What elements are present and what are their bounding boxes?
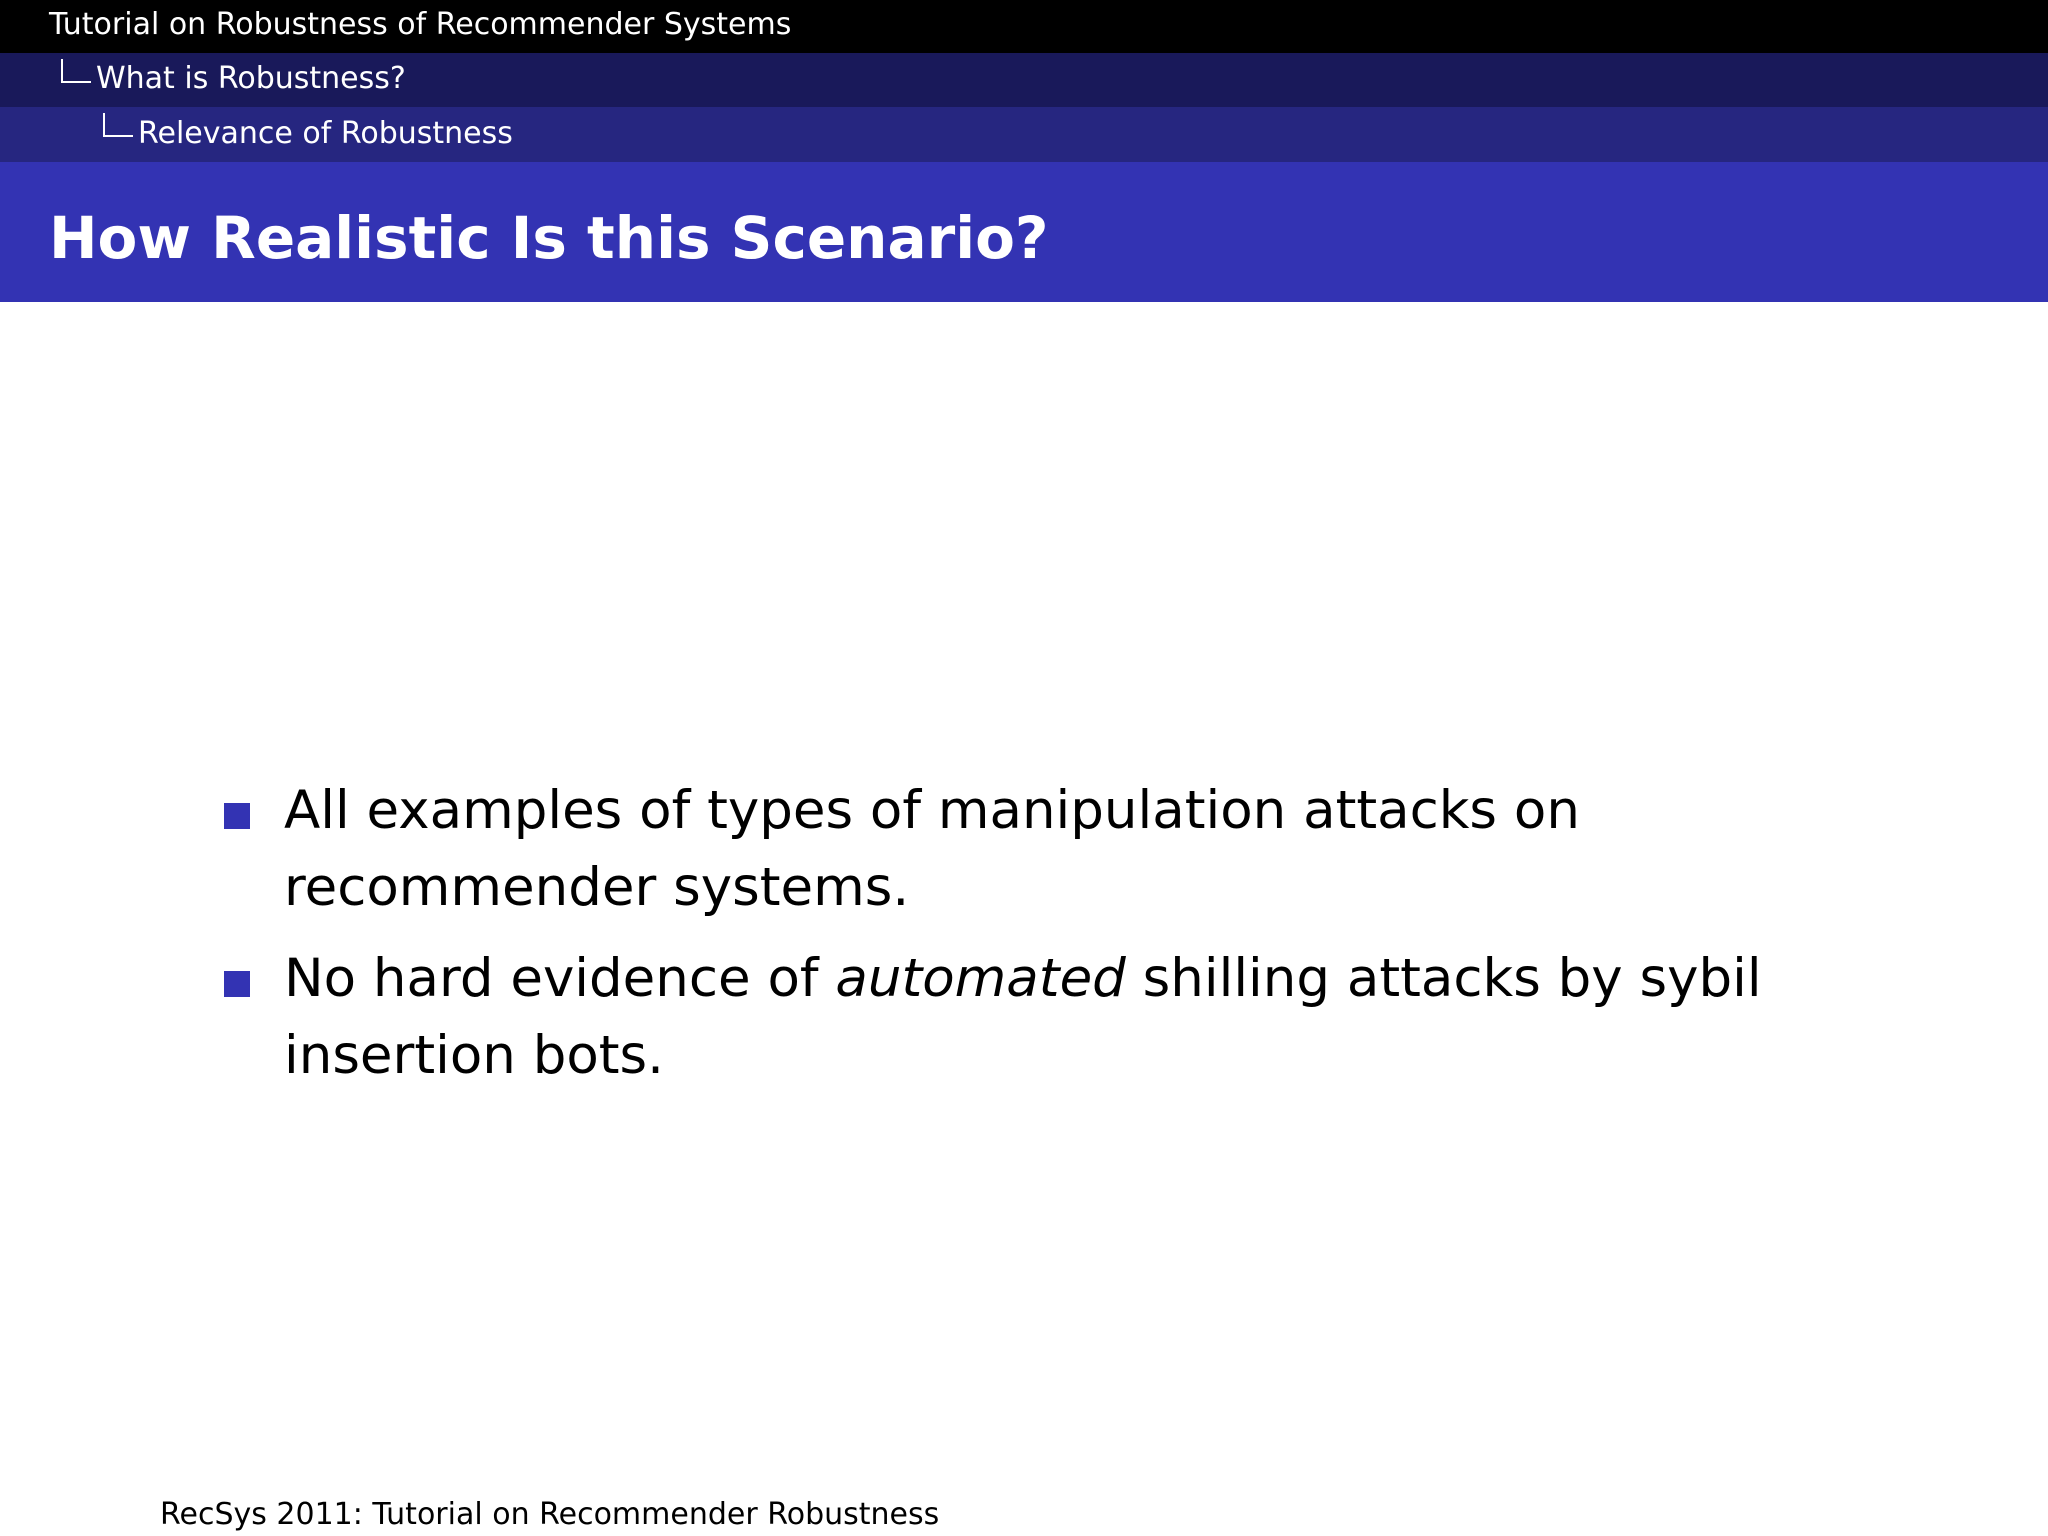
tree-connector-icon [103,113,133,137]
section-title: What is Robustness? [96,61,406,96]
slide-title-bar [0,162,2048,302]
bullet-text: All examples of types of manipulation attacks on recommender systems. [284,780,1580,918]
presentation-title: Tutorial on Robustness of Recommender Systems [49,7,792,42]
header-presentation-title-bar [0,0,2048,53]
bullet-list [224,772,1784,1108]
square-bullet-icon [224,803,250,829]
page-title: How Realistic Is this Scenario? [49,204,1049,272]
list-item [224,772,1784,926]
footer: RecSys 2011: Tutorial on Recommender Robustness [160,1497,940,1532]
bullet-text-before: No hard evidence of [284,948,836,1009]
header-subsection-bar [0,107,2048,162]
subsection-title: Relevance of Robustness [138,116,513,151]
bullet-text-after: shilling attacks by sybil insertion bots. [284,948,1762,1086]
tree-connector-icon [61,59,91,83]
header-section-bar [0,53,2048,107]
bullet-emphasis: automated [835,948,1126,1009]
list-item [224,940,1784,1094]
square-bullet-icon [224,971,250,997]
